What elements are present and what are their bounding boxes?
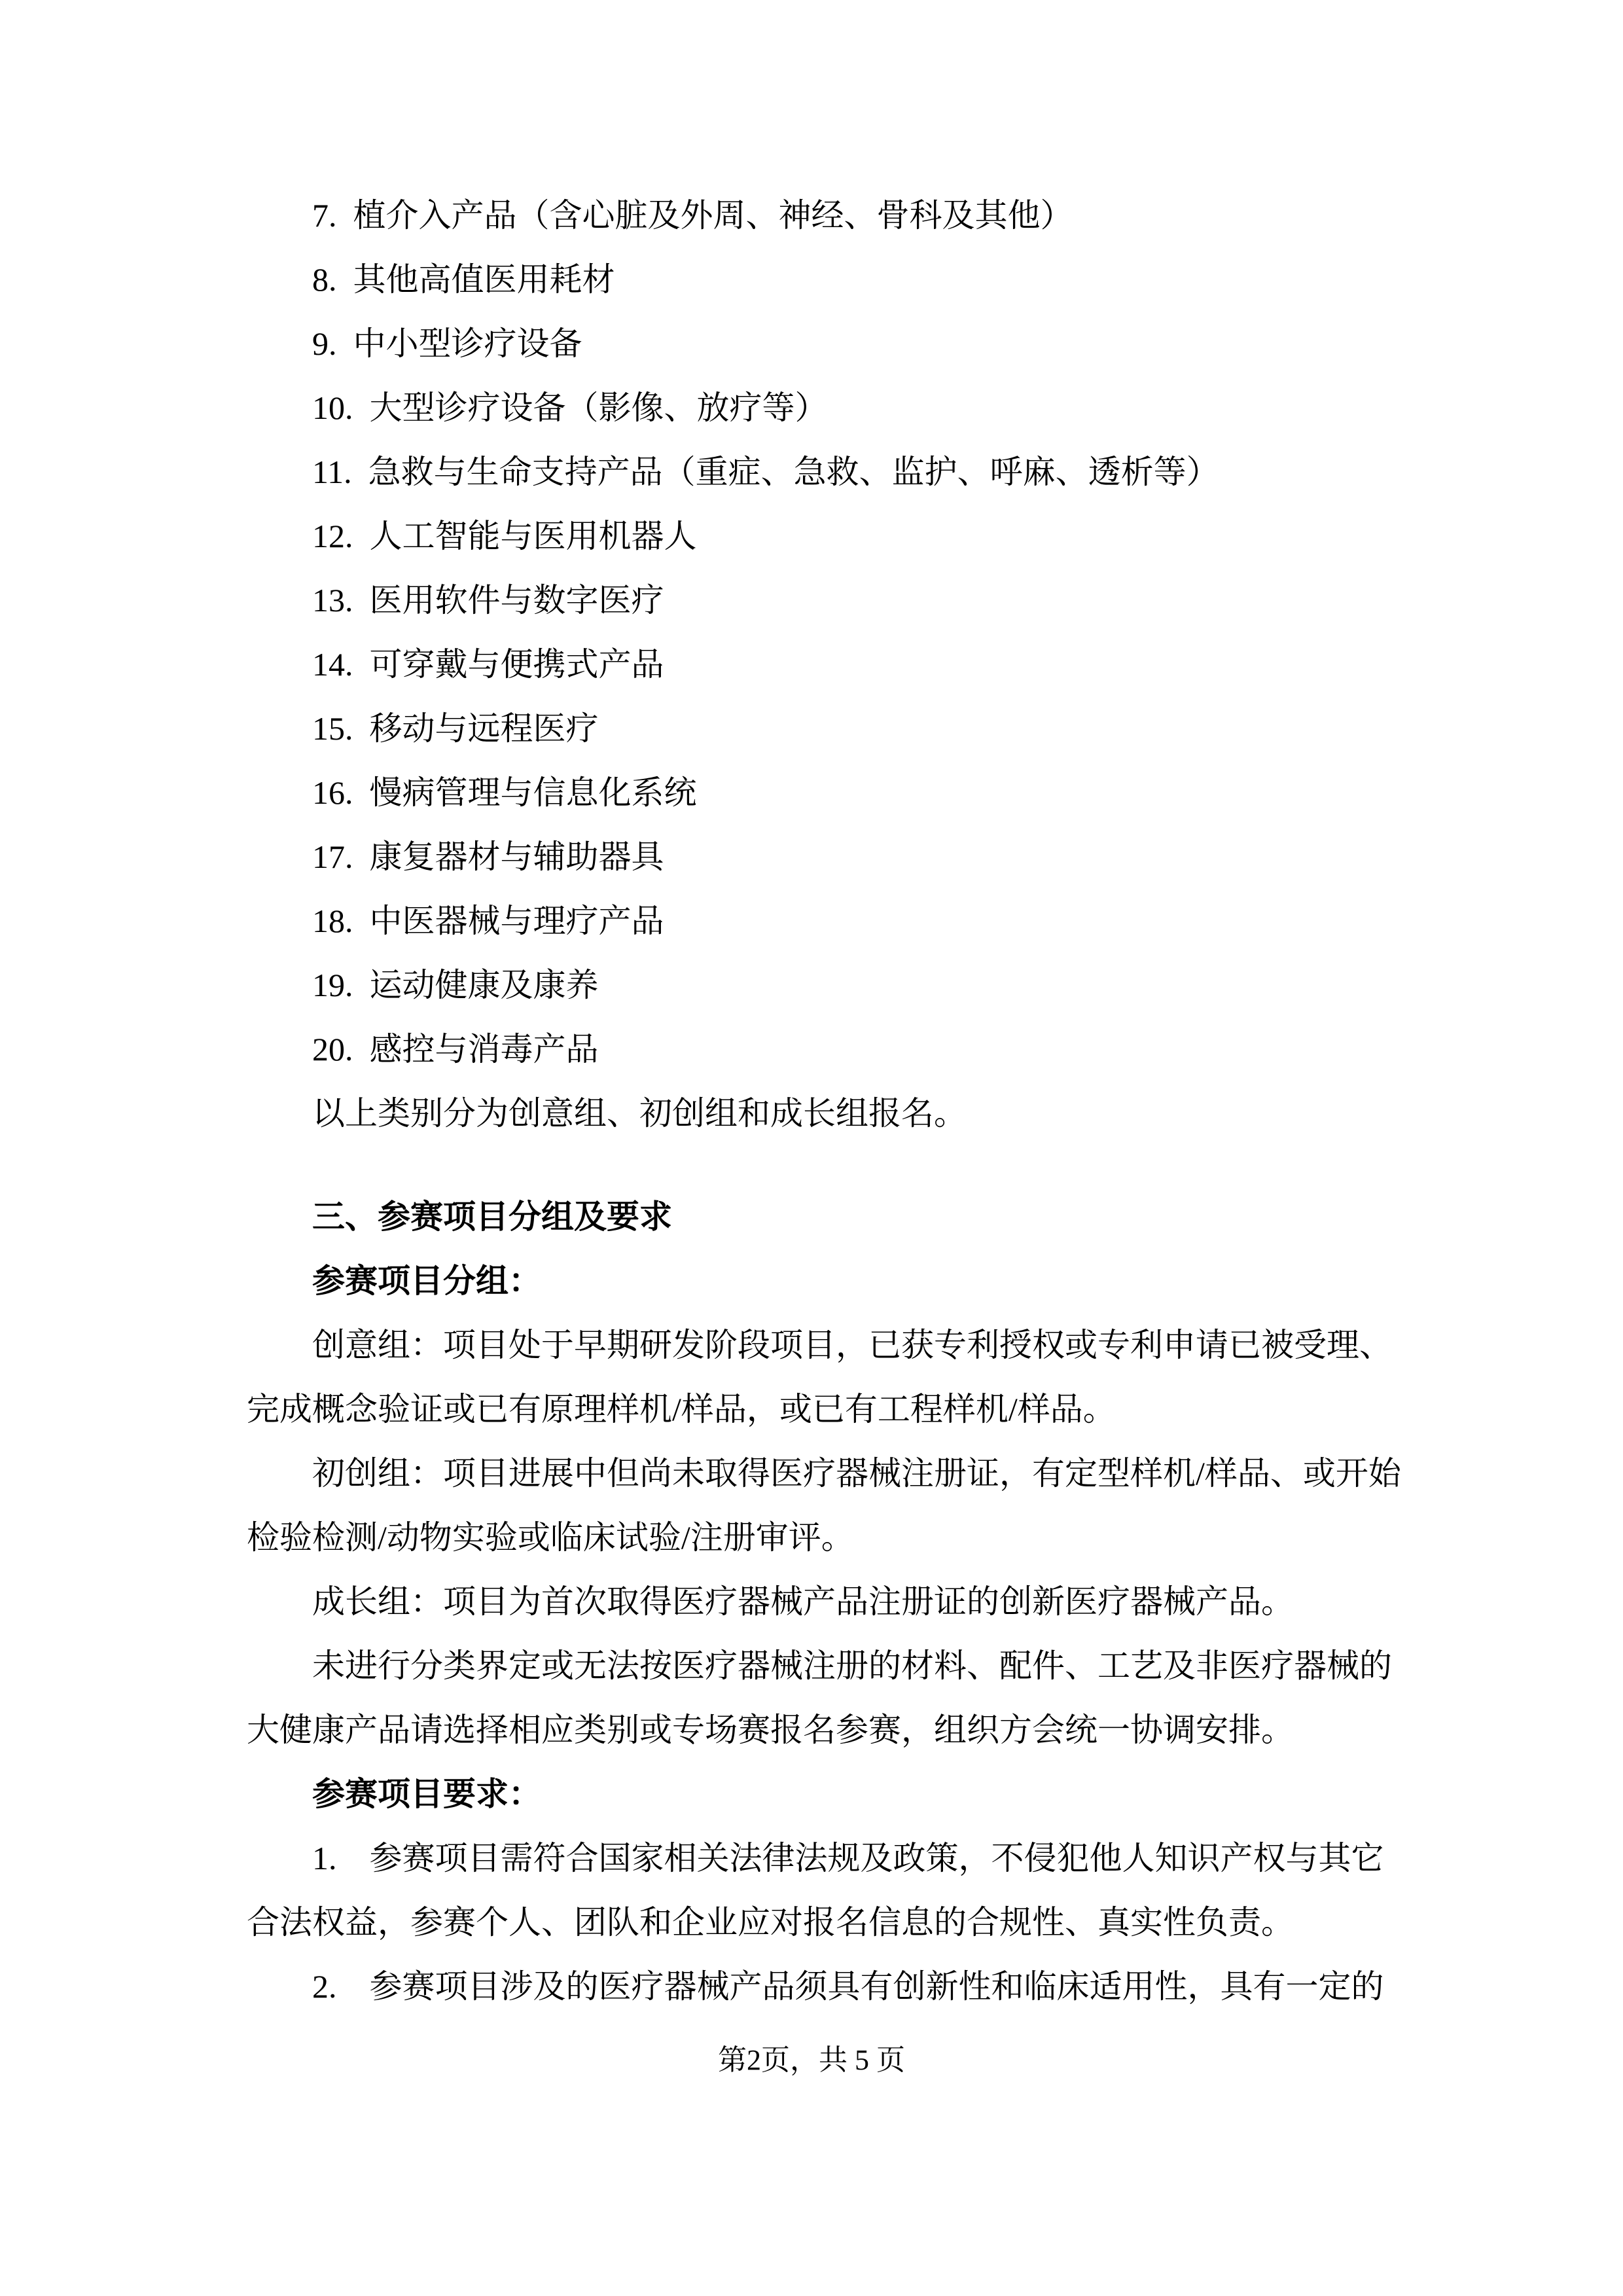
list-item-8: 8. 其他高值医用耗材 bbox=[312, 261, 615, 298]
heading-project-requirements: 参赛项目要求： bbox=[312, 1776, 541, 1812]
requirement-2-line1: 2. 参赛项目涉及的医疗器械产品须具有创新性和临床适用性，具有一定的 bbox=[312, 1968, 1384, 2005]
list-item-16: 16. 慢病管理与信息化系统 bbox=[312, 774, 697, 811]
paragraph-startup-group-line1: 初创组：项目进展中但尚未取得医疗器械注册证，有定型样机/样品、或开始 bbox=[312, 1455, 1401, 1492]
page-number-footer: 第2页，共 5 页 bbox=[718, 2044, 905, 2076]
list-item-9: 9. 中小型诊疗设备 bbox=[312, 325, 582, 362]
heading-project-groups: 参赛项目分组： bbox=[312, 1263, 541, 1299]
list-item-20: 20. 感控与消毒产品 bbox=[312, 1031, 599, 1067]
paragraph-creative-group-line1: 创意组：项目处于早期研发阶段项目，已获专利授权或专利申请已被受理、 bbox=[312, 1327, 1392, 1363]
heading-section-three: 三、参赛项目分组及要求 bbox=[312, 1198, 672, 1235]
paragraph-creative-group-line2: 完成概念验证或已有原理样机/样品，或已有工程样机/样品。 bbox=[247, 1391, 1116, 1427]
list-item-14: 14. 可穿戴与便携式产品 bbox=[312, 646, 664, 683]
paragraph-startup-group-line2: 检验检测/动物实验或临床试验/注册审评。 bbox=[247, 1519, 854, 1556]
list-item-18: 18. 中医器械与理疗产品 bbox=[312, 903, 664, 939]
paragraph-unclassified-line2: 大健康产品请选择相应类别或专场赛报名参赛，组织方会统一协调安排。 bbox=[247, 1712, 1294, 1748]
list-item-10: 10. 大型诊疗设备（影像、放疗等） bbox=[312, 389, 828, 426]
paragraph-unclassified-line1: 未进行分类界定或无法按医疗器械注册的材料、配件、工艺及非医疗器械的 bbox=[312, 1647, 1392, 1684]
paragraph-growth-group: 成长组：项目为首次取得医疗器械产品注册证的创新医疗器械产品。 bbox=[312, 1583, 1294, 1620]
requirement-1-line1: 1. 参赛项目需符合国家相关法律法规及政策，不侵犯他人知识产权与其它 bbox=[312, 1840, 1384, 1876]
list-item-11: 11. 急救与生命支持产品（重症、急救、监护、呼麻、透析等） bbox=[312, 454, 1219, 490]
list-item-17: 17. 康复器材与辅助器具 bbox=[312, 838, 664, 875]
list-item-12: 12. 人工智能与医用机器人 bbox=[312, 518, 697, 554]
requirement-1-line2: 合法权益，参赛个人、团队和企业应对报名信息的合规性、真实性负责。 bbox=[247, 1904, 1294, 1941]
document-body bbox=[247, 183, 1401, 2018]
list-item-13: 13. 医用软件与数字医疗 bbox=[312, 582, 664, 619]
list-item-7: 7. 植介入产品（含心脏及外周、神经、骨科及其他） bbox=[312, 197, 1073, 234]
list-item-15: 15. 移动与远程医疗 bbox=[312, 710, 599, 747]
paragraph-gap bbox=[247, 1145, 1376, 1185]
paragraph-category-note: 以上类别分为创意组、初创组和成长组报名。 bbox=[312, 1095, 967, 1132]
list-item-19: 19. 运动健康及康养 bbox=[312, 967, 599, 1003]
